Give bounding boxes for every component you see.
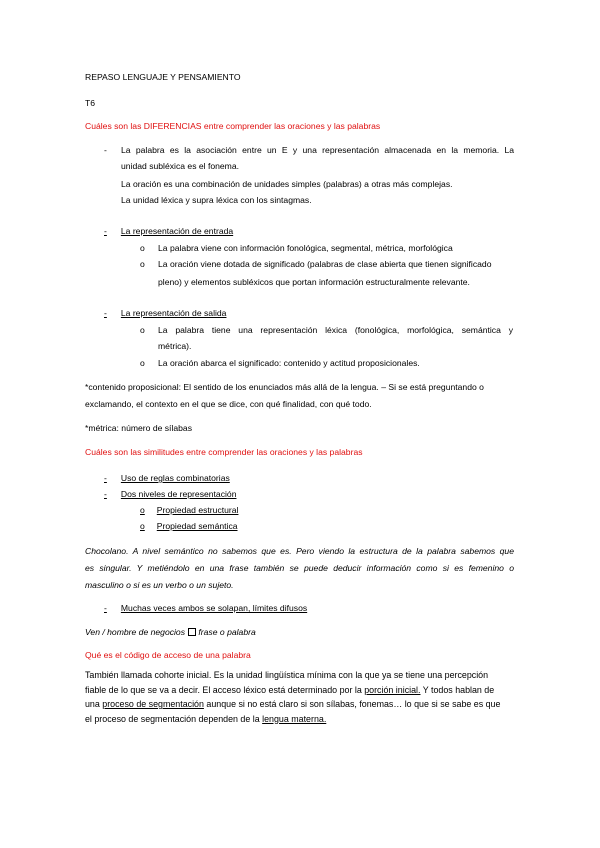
- example-ven-left: Ven / hombre de negocios: [85, 627, 186, 637]
- bullet-dash: -: [104, 145, 107, 155]
- example-line: es singular. Y metiéndolo en una frase también se puede deducir información como si es femenino o: [85, 563, 514, 573]
- similarity-item-label: Uso de reglas combinatorias: [120, 473, 230, 483]
- bullet-o: o: [140, 259, 145, 269]
- subheading-entrada: [104, 223, 269, 239]
- subheading-salida: [104, 305, 226, 321]
- bullet-o: o: [140, 358, 145, 368]
- section-heading-access-code: Qué es el código de acceso de una palabra: [85, 650, 251, 660]
- bullet-dash: -: [104, 489, 107, 499]
- paragraph-line: [85, 683, 525, 698]
- sub-item-label: Propiedad semántica: [156, 521, 238, 531]
- list-item: La oración abarca el significado: contenido y actitud proposicionales.: [158, 358, 420, 368]
- access-code-paragraph: [85, 668, 525, 726]
- section-heading-similarities: Cuáles son las similitudes entre comprender las oraciones y las palabras: [85, 447, 363, 457]
- similarity-item: [104, 600, 307, 616]
- example-line: Chocolano. A nivel semántico no sabemos que es. Pero viendo la estructura de la palabra sabemos que: [85, 546, 514, 556]
- sub-item: [140, 518, 238, 534]
- text-span: fiable de lo que se va a decir. El acceso léxico está determinado por la: [85, 684, 365, 695]
- bullet-o: o: [140, 505, 145, 515]
- paragraph-line: La unidad léxica y supra léxica con los sintagmas.: [121, 195, 312, 205]
- example-ven-right: frase o palabra: [198, 627, 256, 637]
- similarity-item: [104, 486, 236, 502]
- square-symbol-icon: [188, 628, 196, 636]
- paragraph-line: La palabra es la asociación entre un E y una representación almacenada en la memoria. La: [121, 145, 514, 155]
- note-line: *contenido proposicional: El sentido de los enunciados más allá de la lengua. – Si se está preguntando o: [85, 382, 484, 392]
- paragraph-line: [85, 697, 525, 712]
- text-span: el proceso de segmentación dependen de la: [85, 713, 263, 724]
- note-line: *métrica: número de sílabas: [85, 423, 192, 433]
- paragraph-line: La oración es una combinación de unidades simples (palabras) a otras más complejas.: [121, 179, 453, 189]
- bullet-dash: -: [104, 308, 107, 318]
- text-span: aunque si no está claro si son sílabas, fonemas… lo que si se sabe es que: [203, 699, 501, 709]
- list-item-continuation: métrica).: [158, 341, 192, 351]
- subheading-salida-label: La representación de salida: [120, 308, 227, 318]
- list-item: La palabra viene con información fonológica, segmental, métrica, morfológica: [158, 243, 453, 253]
- example-ven: [85, 624, 256, 640]
- list-item: La palabra tiene una representación léxica (fonológica, morfológica, semántica y: [158, 325, 513, 335]
- subheading-entrada-label: La representación de entrada: [120, 226, 234, 236]
- list-item-continuation: pleno) y elementos subléxicos que portan información estructuralmente relevante.: [158, 277, 470, 287]
- similarity-item-label: Dos niveles de representación: [120, 489, 237, 499]
- sub-item: [140, 502, 238, 518]
- bullet-dash: -: [104, 226, 107, 236]
- underlined-term: porción inicial.: [364, 684, 421, 695]
- note-line: exclamando, el contexto en el que se dice, con qué finalidad, con qué todo.: [85, 399, 372, 409]
- bullet-o: o: [140, 521, 145, 531]
- list-item: La oración viene dotada de significado (palabras de clase abierta que tienen significado: [158, 259, 492, 269]
- similarity-item: [104, 470, 230, 486]
- paragraph-line: unidad subléxica es el fonema.: [121, 161, 240, 171]
- text-span: una: [85, 699, 103, 709]
- bullet-o: o: [140, 325, 145, 335]
- paragraph-line: También llamada cohorte inicial. Es la unidad lingüística mínima con la que ya se tiene una percepción: [85, 670, 489, 680]
- text-span: Y todos hablan de: [420, 684, 495, 695]
- underlined-term: lengua materna.: [262, 713, 327, 724]
- bullet-o: o: [140, 243, 145, 253]
- sub-item-label: Propiedad estructural: [156, 505, 239, 515]
- bullet-dash: -: [104, 473, 107, 483]
- paragraph-line: [85, 712, 525, 727]
- bullet-dash: -: [104, 603, 107, 613]
- similarity-item-label: Muchas veces ambos se solapan, límites difusos: [120, 603, 308, 613]
- underlined-term: proceso de segmentación: [102, 699, 204, 709]
- document-title: REPASO LENGUAJE Y PENSAMIENTO: [85, 72, 241, 82]
- section-heading-differences: Cuáles son las DIFERENCIAS entre comprender las oraciones y las palabras: [85, 121, 381, 131]
- topic-label: T6: [85, 98, 96, 108]
- example-line: masculino o si es un verbo o un sujeto.: [85, 580, 234, 590]
